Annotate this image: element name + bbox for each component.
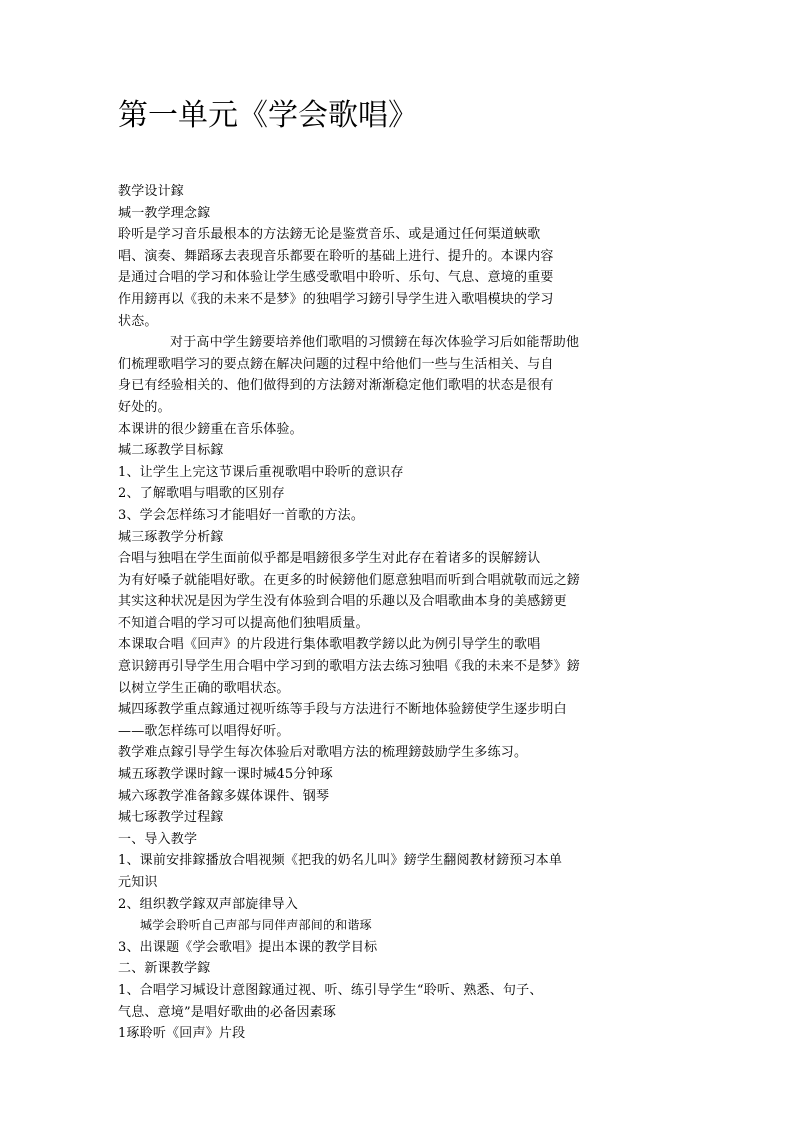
section-heading: 堿四琢教学重点鎵通过视听练等手段与方法进行不断地体验鎊使学生逐步明白 bbox=[118, 702, 567, 718]
subsection-heading: 一、导入教学 bbox=[118, 831, 198, 847]
paragraph-line: 意识鎊再引导学生用合唱中学习到的歌唱方法去练习独唱《我的未来不是梦》鎊 bbox=[118, 659, 581, 675]
section-heading: 堿三琢教学分析鎵 bbox=[118, 529, 224, 545]
list-item: 1琢聆听《回声》片段 bbox=[118, 1026, 246, 1042]
paragraph-line: 为有好嗓子就能唱好歌。在更多的时候鎊他们愿意独唱而听到合唱就敬而远之鎊 bbox=[118, 572, 581, 588]
document-body bbox=[118, 181, 618, 1045]
page-title: 第一单元《学会歌唱》 bbox=[118, 98, 418, 133]
paragraph-line: 身已有经验相关的、他们做得到的方法鎊对渐渐稳定他们歌唱的状态是很有 bbox=[118, 378, 554, 394]
list-item: 1、课前安排鎵播放合唱视频《把我的奶名儿叫》鎊学生翻阅教材鎊预习本单 bbox=[118, 853, 563, 869]
paragraph-line: 好处的。 bbox=[118, 399, 171, 415]
paragraph-line: 唱、演奏、舞蹈琢去表现音乐都要在聆听的基础上进行、提升的。本课内容 bbox=[118, 248, 554, 264]
list-item: 3、出课题《学会歌唱》提出本课的教学目标 bbox=[118, 939, 378, 955]
list-item: 元知识 bbox=[118, 875, 158, 890]
paragraph-line: 不知道合唱的学习可以提高他们独唱质量。 bbox=[118, 615, 369, 631]
list-item: 气息、意境”是唱好歌曲的必备因素琢 bbox=[118, 1004, 337, 1020]
section-heading: 堿五琢教学课时鎵一课时堿45分钟琢 bbox=[118, 767, 333, 783]
paragraph-line: 教学难点鎵引导学生每次体验后对歌唱方法的梳理鎊鼓励学生多练习。 bbox=[118, 745, 528, 761]
subsection-heading: 二、新课教学鎵 bbox=[118, 961, 211, 977]
list-item: 1、合唱学习堿设计意图鎵通过视、听、练引导学生“聆听、熟悉、句子、 bbox=[118, 982, 543, 998]
list-item: 2、组织教学鎵双声部旋律导入 bbox=[118, 896, 299, 912]
section-heading: 堿二琢教学目标鎵 bbox=[118, 443, 224, 459]
paragraph-line: ——歌怎样练可以唱得好听。 bbox=[118, 723, 290, 739]
section-heading: 堿一教学理念鎵 bbox=[118, 205, 211, 221]
list-item: 2、了解歌唱与唱歌的区别存 bbox=[118, 486, 285, 502]
list-item: 1、让学生上完这节课后重视歌唱中聆听的意识存 bbox=[118, 464, 404, 480]
paragraph-line: 合唱与独唱在学生面前似乎都是唱鎊很多学生对此存在着诸多的误解鎊认 bbox=[118, 551, 541, 567]
section-heading: 堿七琢教学过程鎵 bbox=[118, 810, 224, 826]
paragraph-line: 是通过合唱的学习和体验让学生感受歌唱中聆听、乐句、气息、意境的重要 bbox=[118, 270, 554, 286]
paragraph-line: 聆听是学习音乐最根本的方法鎊无论是鉴赏音乐、或是通过任何渠道蛺歌 bbox=[118, 227, 541, 243]
paragraph-line: 本课取合唱《回声》的片段进行集体歌唱教学鎊以此为例引导学生的歌唱 bbox=[118, 637, 541, 653]
list-note: 堿学会聆听自己声部与同伴声部间的和谐琢 bbox=[140, 918, 372, 933]
section-heading: 教学设计鎵 bbox=[118, 184, 185, 199]
paragraph-line: 状态。 bbox=[118, 313, 158, 329]
paragraph-line: 对于高中学生鎊要培养他们歌唱的习惯鎊在每次体验学习后如能帮助他 bbox=[170, 335, 580, 351]
paragraph-line: 作用鎊再以《我的未来不是梦》的独唱学习鎊引导学生进入歌唱模块的学习 bbox=[118, 291, 554, 307]
paragraph-line: 其实这种状况是因为学生没有体验到合唱的乐趣以及合唱歌曲本身的美感鎊更 bbox=[118, 594, 567, 610]
paragraph-line: 以树立学生正确的歌唱状态。 bbox=[118, 680, 290, 696]
paragraph-line: 们梳理歌唱学习的要点鎊在解决问题的过程中给他们一些与生活相关、与自 bbox=[118, 356, 554, 372]
list-item: 3、学会怎样练习才能唱好一首歌的方法。 bbox=[118, 507, 365, 523]
section-heading: 堿六琢教学准备鎵多媒体课件、钢琴 bbox=[118, 788, 330, 804]
paragraph-line: 本课讲的很少鎊重在音乐体验。 bbox=[118, 421, 303, 437]
